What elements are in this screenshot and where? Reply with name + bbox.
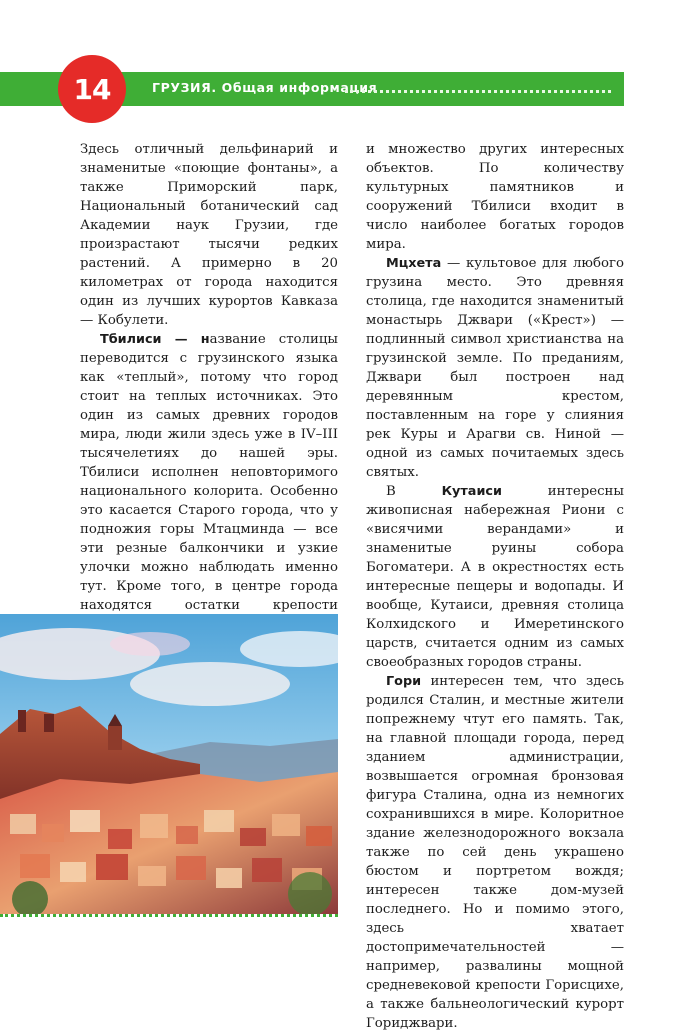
right-column: [366, 140, 624, 1033]
heading-kutaisi: Кутаиси: [441, 484, 502, 499]
paragraph-gori: Гори интересен тем, что здесь родился Сталин, и местные жители попрежнему чтут его память. Так, на главной площади города, перед зданием администрации, возвышается огромная бронзовая фигура Сталина, одна из немногих сохранившихся в мире. Колоритное здание железнодорожного вокзала также по сей день украшено бюстом и портретом вождя; интересен также дом-музей последнего. Но и помимо этого, здесь хватает достопримечательностей — например, развалины мощной средневековой крепости Горисцихе, а также бальнеологический курорт Гориджвари.: [366, 674, 624, 1031]
heading-tbilisi: Тбилиси — н: [100, 332, 210, 347]
paragraph-batumi: Здесь отличный дельфинарий и знаменитые «поющие фонтаны», а также Приморский парк, Национальный ботанический сад Академии наук Грузии, где произрастают тысячи редких растений. А примерно в 20 километрах от города находится один из лучших курортов Кавказа — Кобулети.: [80, 142, 338, 328]
city-illustration: [0, 614, 338, 914]
paragraph-tbilisi-cont: и множество других интересных объектов. По количеству культурных памятников и сооружений Тбилиси входит в число наиболее богатых городов мира.: [366, 142, 624, 252]
section-country: ГРУЗИЯ.: [152, 80, 217, 95]
left-column: [80, 140, 338, 634]
photo-dotted-line: [0, 914, 338, 917]
paragraph-kutaisi: В Кутаиси интересны живописная набережная Риони с «висячими верандами» и знаменитые руины собора Богоматери. А в окрестностях есть интересные пещеры и водопады. И вообще, Кутаиси, древняя столица Колхидского и Имеретинского царств, считается одним из самых своеобразных городов страны.: [366, 484, 625, 670]
page-number: 14: [73, 72, 111, 106]
page-number-badge: [58, 55, 126, 123]
section-subtitle: Общая информация: [221, 80, 378, 95]
heading-gori: Гори: [386, 674, 422, 689]
section-title: [152, 80, 377, 95]
heading-mtskheta: Мцхета: [386, 256, 442, 271]
header-dotted-line: [345, 90, 611, 93]
paragraph-mtskheta: Мцхета — культовое для любого грузина место. Это древняя столица, где находится знаменитый монастырь Джвари («Крест») — подлинный символ христианства на грузинской земле. По преданиям, Джвари был построен над деревянным крестом, поставленным на горе у слияния рек Куры и Арагви св. Ниной — одной из самых почитаемых здесь святых.: [366, 256, 624, 480]
tbilisi-city-photo: [0, 614, 338, 914]
paragraph-tbilisi: Тбилиси — название столицы переводится с грузинского языка как «теплый», потому что город стоит на теплых источниках. Это один из самых древних городов мира, люди жили здесь уже в IV–III тысячелетиях до нашей эры. Тбилиси исполнен неповторимого национального колорита. Особенно это касается Старого города, что у подножия горы Мтацминда — все эти резные балкончики и узкие улочки можно наблюдать именно тут. Кроме того, в центре города находятся остатки крепости: [80, 332, 338, 613]
